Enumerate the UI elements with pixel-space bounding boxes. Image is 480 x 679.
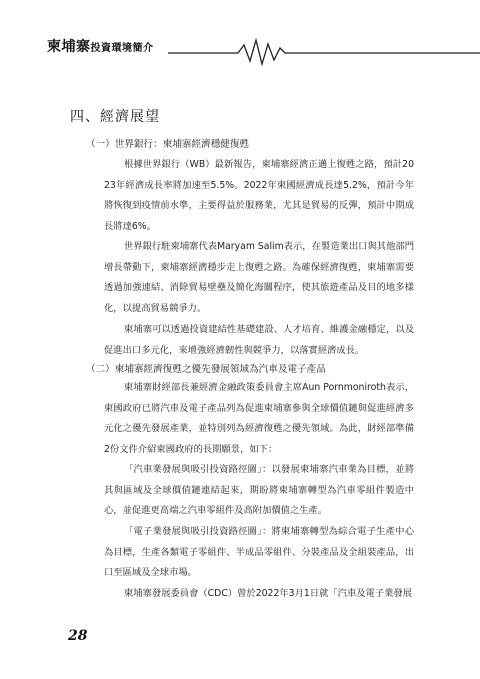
subsection-2-title: （二）柬埔寨經濟復甦之優先發展領域為汽車及電子產品 xyxy=(86,364,326,375)
header-wave-line xyxy=(0,28,480,68)
paragraph: 「汽車業發展與吸引投資路徑圖」：以發展柬埔寨汽車業為目標，並將其與區域及全球價值鏈連結起來，期盼將柬埔寨轉型為汽車零組件製造中心，並促進更高端之汽車零組件及高附加價值之生產。 xyxy=(104,464,414,516)
header-title-sub: 投資環境簡介 xyxy=(90,43,154,54)
header-title-main: 柬埔寨 xyxy=(47,39,91,55)
paragraph: 柬埔寨可以透過投資建結性基礎建設、人才培育、維護金融穩定，以及促進出口多元化，來增強經濟韌性與競爭力，以落實經濟成長。 xyxy=(104,324,414,356)
paragraph: 世界銀行駐柬埔寨代表Maryam Salim表示，在製造業出口與其他部門增長帶動下，柬埔寨經濟穩步走上復甦之路。為確保經濟復甦，柬埔寨需要透過加強連結、消除貿易壁壘及簡化海關程序，使其旅遊產品及目的地多樣化，以提高貿易競爭力。 xyxy=(104,241,414,314)
subsection-1-title: （一）世界銀行：柬埔寨經濟穩健復甦 xyxy=(86,139,250,150)
section-heading: 四、經濟展望 xyxy=(70,109,160,125)
paragraph: 根據世界銀行（WB）最新報告，柬埔寨經濟正邁上復甦之路，預計2023年經濟成長率將加速至5.5%。2022年柬國經濟成長達5.2%，預計今年將恢復到疫情前水準，主要得益於服務業，尤其是貿易的反彈，預計中期成長將達6%。 xyxy=(104,159,414,232)
paragraph: 「電子業發展與吸引投資路徑圖」：將柬埔寨轉型為綜合電子生產中心為目標，生產各類電子零組件、半成品零組件、分裝產品及全組裝產品，出口至區域及全球市場。 xyxy=(104,526,414,578)
paragraph: 柬埔寨財經部長兼經濟金融政策委員會主席Aun Pornmoniroth表示，柬國政府已將汽車及電子產品列為促進柬埔寨參與全球價值鏈與促進經濟多元化之優先發展產業，並特別列為經濟復甦之優先領域。為此，財經部準備2份文件介紹柬國政府的長期願景，如下： xyxy=(104,382,414,455)
paragraph: 柬埔寨發展委員會（CDC）曾於2022年3月1日就「汽車及電子業發展 xyxy=(124,588,413,599)
page-header xyxy=(0,0,480,70)
page-number: 28 xyxy=(68,628,88,644)
